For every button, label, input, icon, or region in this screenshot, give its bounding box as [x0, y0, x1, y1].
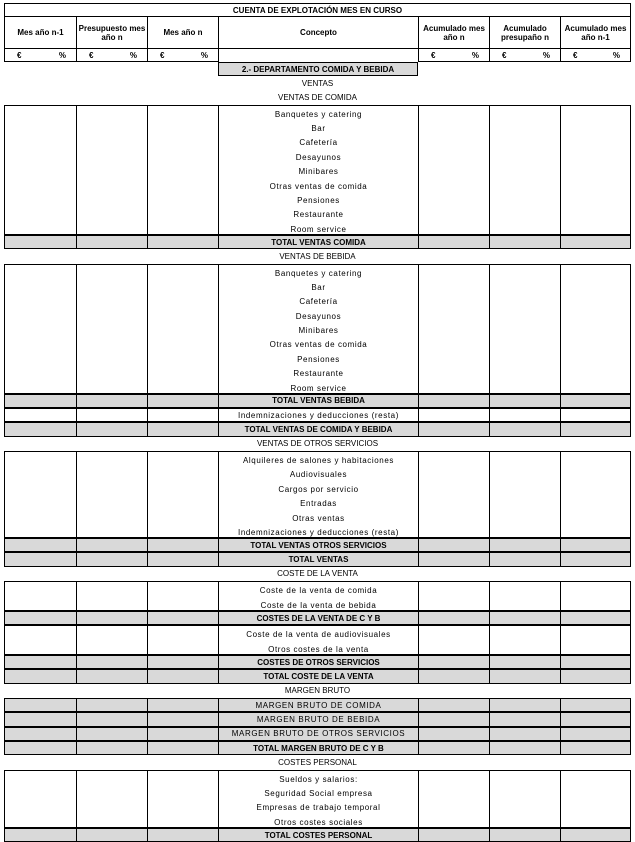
total-label: MARGEN BRUTO DE BEBIDA	[218, 712, 418, 726]
value-cell	[489, 625, 560, 655]
section-header: COSTES PERSONAL	[278, 757, 357, 767]
line-item-label: Otros costes sociales	[274, 817, 363, 827]
line-item-label: Minibares	[298, 326, 339, 336]
value-cell	[76, 451, 147, 538]
line-item-label: Otros costes de la venta	[268, 644, 369, 654]
value-cell	[489, 712, 560, 726]
total-label: TOTAL VENTAS COMIDA	[218, 235, 418, 249]
value-cell	[147, 422, 218, 436]
section-header-row	[4, 684, 631, 698]
concept-cell	[218, 770, 418, 828]
concept-cell	[218, 451, 418, 538]
value-cell	[147, 264, 218, 394]
value-cell	[418, 611, 489, 625]
title-row	[4, 3, 631, 16]
line-item-block	[4, 625, 631, 655]
column-header-row	[4, 16, 631, 48]
value-cell	[418, 655, 489, 669]
value-cell	[489, 105, 560, 235]
section-header: MARGEN BRUTO	[284, 686, 351, 696]
section-header-row	[4, 76, 631, 90]
line-item-label: Desayunos	[295, 152, 342, 162]
department-row	[4, 62, 631, 76]
value-cell	[418, 625, 489, 655]
value-cell	[489, 611, 560, 625]
section-header: VENTAS	[301, 78, 334, 88]
total-row	[4, 712, 631, 726]
value-cell	[560, 698, 631, 712]
line-item-label: Indemnizaciones y deducciones (resta)	[238, 527, 399, 537]
value-cell	[147, 625, 218, 655]
value-cell	[4, 451, 76, 538]
total-row	[4, 741, 631, 755]
total-label: TOTAL VENTAS OTROS SERVICIOS	[218, 538, 418, 552]
line-item-row	[4, 408, 631, 422]
value-cell	[4, 235, 76, 249]
total-label: TOTAL COSTES PERSONAL	[218, 828, 418, 842]
value-cell	[560, 741, 631, 755]
value-cell	[560, 451, 631, 538]
line-item-label: Room service	[290, 224, 347, 234]
value-cell	[76, 712, 147, 726]
value-cell	[147, 698, 218, 712]
line-item-block	[4, 264, 631, 394]
sheet-title: CUENTA DE EXPLOTACIÓN MES EN CURSO	[4, 3, 631, 16]
value-cell	[147, 712, 218, 726]
value-cell	[76, 581, 147, 611]
value-cell	[76, 394, 147, 408]
value-cell	[147, 408, 218, 422]
value-cell	[418, 264, 489, 394]
value-cell	[418, 538, 489, 552]
value-cell	[560, 770, 631, 828]
section-header: VENTAS DE OTROS SERVICIOS	[256, 439, 379, 449]
department-title: 2.- DEPARTAMENTO COMIDA Y BEBIDA	[218, 62, 418, 76]
value-cell	[489, 727, 560, 741]
value-cell	[147, 828, 218, 842]
line-item-label: Room service	[290, 383, 347, 393]
unit-euro-label: €	[502, 50, 507, 60]
value-cell	[76, 698, 147, 712]
total-row	[4, 611, 631, 625]
line-item-label: Otras ventas de comida	[269, 181, 368, 191]
unit-cell	[147, 48, 218, 62]
value-cell	[418, 422, 489, 436]
value-cell	[4, 581, 76, 611]
value-cell	[489, 669, 560, 683]
value-cell	[418, 394, 489, 408]
total-row	[4, 538, 631, 552]
line-item-label: Desayunos	[295, 311, 342, 321]
value-cell	[418, 451, 489, 538]
line-item-label: Otras ventas de comida	[269, 340, 368, 350]
value-cell	[560, 408, 631, 422]
col-header-ytd-current: Acumulado mes año n	[418, 16, 489, 48]
concept-cell	[218, 581, 418, 611]
value-cell	[76, 552, 147, 566]
value-cell	[4, 611, 76, 625]
col-header-prev-month: Mes año n-1	[4, 16, 76, 48]
value-cell	[76, 422, 147, 436]
value-cell	[560, 655, 631, 669]
col-header-ytd-prev: Acumulado mes año n-1	[560, 16, 631, 48]
section-header: VENTAS DE BEBIDA	[279, 251, 356, 261]
unit-cell	[489, 48, 560, 62]
value-cell	[4, 828, 76, 842]
value-cell	[76, 727, 147, 741]
section-header-row	[4, 567, 631, 581]
unit-percent-label: %	[471, 50, 479, 60]
value-cell	[4, 538, 76, 552]
unit-percent-label: %	[129, 50, 137, 60]
value-cell	[4, 422, 76, 436]
value-cell	[147, 394, 218, 408]
total-label: TOTAL MARGEN BRUTO DE C Y B	[218, 741, 418, 755]
value-cell	[147, 655, 218, 669]
value-cell	[418, 105, 489, 235]
total-label: COSTES DE LA VENTA DE C Y B	[218, 611, 418, 625]
line-item-label: Pensiones	[297, 196, 340, 206]
value-cell	[418, 770, 489, 828]
value-cell	[147, 581, 218, 611]
unit-euro-label: €	[89, 50, 94, 60]
value-cell	[418, 828, 489, 842]
total-row	[4, 655, 631, 669]
line-item-label: Sueldos y salarios:	[279, 774, 358, 784]
value-cell	[418, 698, 489, 712]
value-cell	[418, 669, 489, 683]
total-row	[4, 828, 631, 842]
value-cell	[4, 698, 76, 712]
unit-cell	[4, 48, 76, 62]
value-cell	[147, 669, 218, 683]
value-cell	[489, 264, 560, 394]
total-label: TOTAL VENTAS DE COMIDA Y BEBIDA	[218, 422, 418, 436]
unit-euro-label: €	[160, 50, 165, 60]
total-label: COSTES DE OTROS SERVICIOS	[218, 655, 418, 669]
line-item-label: Indemnizaciones y deducciones (resta)	[218, 408, 418, 422]
value-cell	[418, 741, 489, 755]
line-item-label: Seguridad Social empresa	[264, 789, 373, 799]
total-label: TOTAL COSTE DE LA VENTA	[218, 669, 418, 683]
total-label: MARGEN BRUTO DE OTROS SERVICIOS	[218, 727, 418, 741]
total-row	[4, 422, 631, 436]
value-cell	[489, 394, 560, 408]
unit-percent-label: %	[542, 50, 550, 60]
income-statement-sheet	[4, 3, 631, 842]
total-label: MARGEN BRUTO DE COMIDA	[218, 698, 418, 712]
concept-units-blank	[218, 48, 418, 62]
line-item-label: Pensiones	[297, 354, 340, 364]
value-cell	[560, 235, 631, 249]
concept-cell	[218, 105, 418, 235]
line-item-label: Restaurante	[293, 210, 344, 220]
value-cell	[4, 669, 76, 683]
line-item-label: Banquetes y catering	[274, 268, 363, 278]
value-cell	[4, 552, 76, 566]
line-item-label: Empresas de trabajo temporal	[256, 803, 381, 813]
value-cell	[560, 712, 631, 726]
line-item-label: Otras ventas	[292, 513, 345, 523]
total-row	[4, 235, 631, 249]
value-cell	[489, 235, 560, 249]
value-cell	[560, 581, 631, 611]
value-cell	[560, 669, 631, 683]
line-item-block	[4, 105, 631, 235]
value-cell	[147, 770, 218, 828]
value-cell	[418, 552, 489, 566]
line-item-label: Alquileres de salones y habitaciones	[242, 456, 394, 466]
total-row	[4, 394, 631, 408]
col-header-ytd-budget: Acumulado presupaño n	[489, 16, 560, 48]
line-item-label: Banquetes y catering	[274, 109, 363, 119]
value-cell	[560, 105, 631, 235]
value-cell	[560, 727, 631, 741]
value-cell	[76, 611, 147, 625]
section-header: COSTE DE LA VENTA	[277, 569, 358, 579]
value-cell	[147, 538, 218, 552]
value-cell	[4, 741, 76, 755]
line-item-label: Entradas	[300, 499, 337, 509]
line-item-label: Audiovisuales	[289, 470, 348, 480]
unit-cell	[76, 48, 147, 62]
value-cell	[489, 451, 560, 538]
value-cell	[147, 552, 218, 566]
line-item-label: Cafetería	[299, 138, 338, 148]
value-cell	[147, 235, 218, 249]
value-cell	[76, 741, 147, 755]
value-cell	[147, 741, 218, 755]
value-cell	[76, 770, 147, 828]
value-cell	[147, 451, 218, 538]
value-cell	[489, 538, 560, 552]
value-cell	[560, 264, 631, 394]
line-item-label: Bar	[311, 282, 326, 292]
value-cell	[560, 552, 631, 566]
value-cell	[4, 770, 76, 828]
total-row	[4, 552, 631, 566]
value-cell	[4, 264, 76, 394]
value-cell	[418, 235, 489, 249]
concept-cell	[218, 264, 418, 394]
value-cell	[76, 408, 147, 422]
value-cell	[489, 698, 560, 712]
unit-cell	[418, 48, 489, 62]
line-item-label: Minibares	[298, 167, 339, 177]
total-label: TOTAL VENTAS BEBIDA	[218, 394, 418, 408]
col-header-current-month: Mes año n	[147, 16, 218, 48]
value-cell	[489, 581, 560, 611]
concept-cell	[218, 625, 418, 655]
value-cell	[418, 408, 489, 422]
value-cell	[560, 611, 631, 625]
line-item-label: Bar	[311, 124, 326, 134]
col-header-concept: Concepto	[218, 16, 418, 48]
unit-euro-label: €	[573, 50, 578, 60]
value-cell	[489, 422, 560, 436]
value-cell	[4, 655, 76, 669]
value-cell	[560, 422, 631, 436]
section-header-row	[4, 90, 631, 104]
value-cell	[489, 552, 560, 566]
unit-cell	[560, 48, 631, 62]
line-item-block	[4, 770, 631, 828]
line-item-label: Restaurante	[293, 369, 344, 379]
value-cell	[76, 235, 147, 249]
section-header: VENTAS DE COMIDA	[278, 93, 357, 103]
value-cell	[489, 770, 560, 828]
value-cell	[418, 581, 489, 611]
value-cell	[560, 625, 631, 655]
section-header-row	[4, 249, 631, 263]
total-row	[4, 669, 631, 683]
line-item-block	[4, 581, 631, 611]
value-cell	[489, 408, 560, 422]
value-cell	[489, 828, 560, 842]
line-item-block	[4, 451, 631, 538]
value-cell	[147, 727, 218, 741]
value-cell	[418, 712, 489, 726]
section-header-row	[4, 437, 631, 451]
total-row	[4, 698, 631, 712]
value-cell	[76, 625, 147, 655]
line-item-label: Cafetería	[299, 297, 338, 307]
section-header-row	[4, 755, 631, 769]
value-cell	[4, 712, 76, 726]
line-item-label: Cargos por servicio	[278, 484, 359, 494]
value-cell	[76, 669, 147, 683]
value-cell	[4, 408, 76, 422]
unit-percent-label: %	[612, 50, 620, 60]
line-item-label: Coste de la venta de audiovisuales	[246, 630, 391, 640]
value-cell	[4, 105, 76, 235]
unit-percent-label: %	[58, 50, 66, 60]
value-cell	[4, 625, 76, 655]
unit-euro-label: €	[431, 50, 436, 60]
line-item-label: Coste de la venta de comida	[259, 586, 378, 596]
total-label: TOTAL VENTAS	[218, 552, 418, 566]
value-cell	[560, 394, 631, 408]
value-cell	[489, 655, 560, 669]
line-item-label: Coste de la venta de bebida	[260, 600, 377, 610]
value-cell	[4, 727, 76, 741]
value-cell	[489, 741, 560, 755]
value-cell	[560, 538, 631, 552]
value-cell	[76, 264, 147, 394]
value-cell	[76, 538, 147, 552]
total-row	[4, 727, 631, 741]
value-cell	[147, 611, 218, 625]
unit-euro-label: €	[17, 50, 22, 60]
value-cell	[76, 828, 147, 842]
value-cell	[76, 105, 147, 235]
unit-percent-label: %	[200, 50, 208, 60]
value-cell	[560, 828, 631, 842]
value-cell	[4, 394, 76, 408]
value-cell	[76, 655, 147, 669]
value-cell	[147, 105, 218, 235]
units-row	[4, 48, 631, 62]
col-header-budget-month: Presupuesto mes año n	[76, 16, 147, 48]
value-cell	[418, 727, 489, 741]
statement-body	[4, 76, 631, 842]
